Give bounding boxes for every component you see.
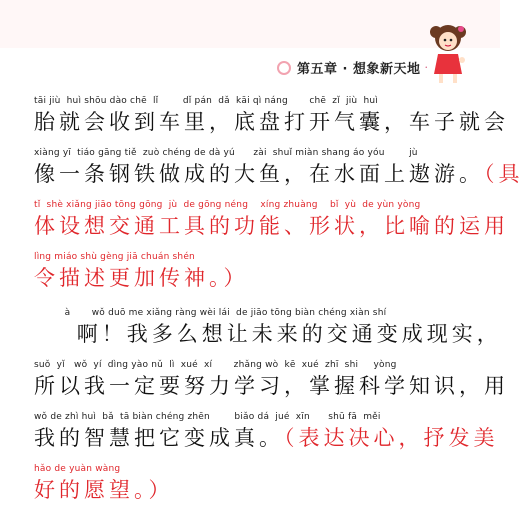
hanzi-row: 好的愿望。） bbox=[34, 478, 174, 502]
hanzi-black: 我的智慧把它变成真。 bbox=[34, 426, 284, 450]
pinyin-row: suǒ yǐ wǒ yí dìng yào nǔ lì xué xí zhǎng wò kē xué zhī shi yòng bbox=[34, 360, 397, 370]
pinyin-row: tǐ shè xiǎng jiāo tōng gōng jù de gōng néng xíng zhuàng bǐ yù de yùn yòng bbox=[34, 200, 421, 210]
text-line bbox=[34, 464, 474, 516]
chapter-header bbox=[277, 58, 428, 77]
hanzi-row bbox=[34, 424, 499, 452]
text-line bbox=[34, 360, 509, 412]
pinyin-black: wǒ de zhì huì bǎ tā biàn chéng zhēn biǎo dá jué xīn shū fā měi bbox=[34, 412, 381, 422]
header-dot: · bbox=[424, 61, 428, 74]
text-body bbox=[34, 96, 524, 516]
girl-illustration bbox=[426, 16, 476, 86]
text-line bbox=[34, 148, 524, 200]
hanzi-row: 啊！我多么想让未来的交通变成现实， bbox=[34, 322, 502, 346]
text-line bbox=[34, 200, 509, 252]
text-line bbox=[34, 96, 509, 148]
hanzi-row: 令描述更加传神。） bbox=[34, 266, 249, 290]
hanzi-row: 体设想交通工具的功能、形状，比喻的运用 bbox=[34, 214, 509, 238]
hanzi-black: 像一条钢铁做成的大鱼，在水面上遨游。 bbox=[34, 162, 484, 186]
text-line bbox=[34, 252, 474, 304]
hanzi-red-annotation: （具 bbox=[484, 162, 524, 186]
pinyin-row: xiàng yī tiáo gāng tiě zuò chéng de dà yú zài shuǐ miàn shang áo yóu jù bbox=[34, 148, 418, 158]
top-band bbox=[0, 0, 500, 48]
bubble-icon bbox=[277, 61, 291, 75]
pinyin-row: lìng miáo shù gèng jiā chuán shén bbox=[34, 252, 195, 262]
hanzi-row bbox=[34, 160, 524, 188]
hanzi-red-annotation: （表达决心，抒发美 bbox=[284, 426, 499, 450]
text-line bbox=[34, 412, 499, 464]
hanzi-row: 所以我一定要努力学习，掌握科学知识，用 bbox=[34, 374, 509, 398]
text-line bbox=[34, 308, 502, 360]
pinyin-row: tāi jiù huì shōu dào chē lǐ dǐ pán dǎ kāi qì náng chē zǐ jiù huì bbox=[34, 96, 378, 106]
pinyin-row: hǎo de yuàn wàng bbox=[34, 464, 121, 474]
pinyin-row bbox=[34, 412, 474, 422]
pinyin-row: à wǒ duō me xiǎng ràng wèi lái de jiāo tōng biàn chéng xiàn shí bbox=[34, 308, 387, 318]
hanzi-row: 胎就会收到车里，底盘打开气囊，车子就会 bbox=[34, 110, 509, 134]
chapter-title: 第五章 · 想象新天地 bbox=[297, 62, 421, 77]
